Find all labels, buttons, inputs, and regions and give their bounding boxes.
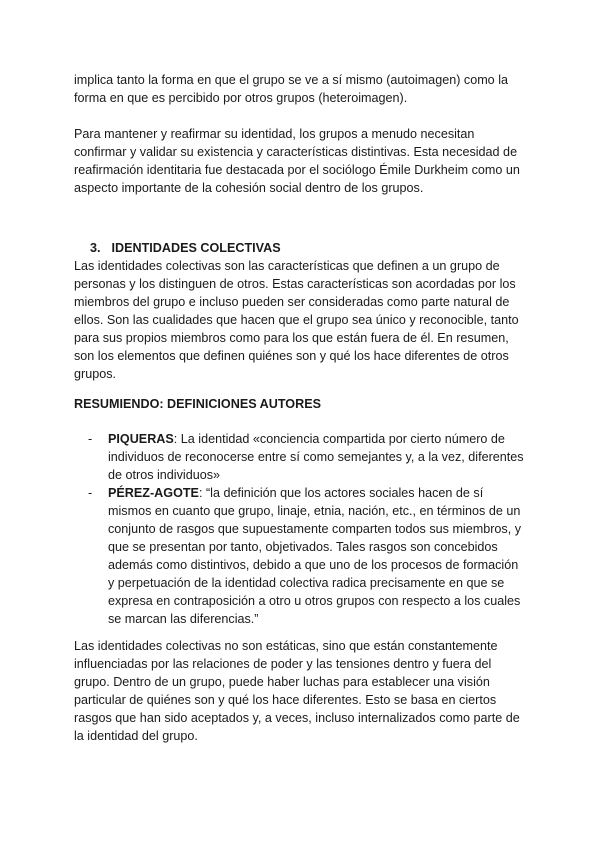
list-item-piqueras	[74, 430, 526, 484]
author-name: PIQUERAS	[108, 432, 174, 446]
heading-resumiendo: RESUMIENDO: DEFINICIONES AUTORES	[74, 397, 321, 411]
section-title: IDENTIDADES COLECTIVAS	[111, 241, 281, 255]
paragraph-autoimagen: implica tanto la forma en que el grupo se ve a sí mismo (autoimagen) como la forma en que es percibido por otros grupos (heteroimagen).	[74, 73, 508, 105]
paragraph-definicion: Las identidades colectivas son las características que definen a un grupo de personas y los distinguen de otros. Estas características son acordadas por los miembros del grupo e incluso pueden ser consideradas como parte natural de ellos. Son las cualidades que hacen que el grupo sea único y reconocible, tanto para sus propios miembros como para los que están fuera de él. En resumen, son los elementos que definen quiénes son y qué los hace diferentes de otros grupos.	[74, 259, 519, 381]
section-heading-identidades-colectivas	[90, 239, 542, 257]
list-dash: -	[88, 486, 93, 500]
definitions-list	[74, 430, 526, 628]
author-name: PÉREZ-AGOTE	[108, 486, 199, 500]
list-dash: -	[88, 432, 93, 446]
section-number: 3.	[90, 241, 101, 255]
definition-text: : “la definición que los actores sociales hacen de sí mismos en cuanto que grupo, linaje, etnia, nación, etc., en términos de un conjunto de rasgos que supuestamente comparten todos sus miembros, y que se presentan por tanto, objetivados. Tales rasgos son concebidos además como distintivos, debido a que uno de los procesos de formación y perpetuación de la identidad colectiva radica precisamente en que se expresa en contraposición a otro u otros grupos con respecto a los cuales se marcan las diferencias.”	[108, 486, 522, 626]
paragraph-no-estaticas: Las identidades colectivas no son estáticas, sino que están constantemente influenciadas por las relaciones de poder y las tensiones dentro y fuera del grupo. Dentro de un grupo, puede haber luchas para establecer una visión particular de quiénes son y qué los hace diferentes. Esto se basa en ciertos rasgos que han sido aceptados y, a veces, incluso internalizados como parte de la identidad del grupo.	[74, 639, 520, 743]
definition-text: : La identidad «conciencia compartida por cierto número de individuos de reconocerse entre sí como semejantes y, a la vez, diferentes de otros individuos»	[108, 432, 524, 482]
paragraph-reafirmacion: Para mantener y reafirmar su identidad, los grupos a menudo necesitan confirmar y validar su existencia y características distintivas. Esta necesidad de reafirmación identitaria fue destacada por el sociólogo Émile Durkheim como un aspecto importante de la cohesión social dentro de los grupos.	[74, 127, 520, 195]
list-item-perez-agote	[74, 484, 526, 628]
